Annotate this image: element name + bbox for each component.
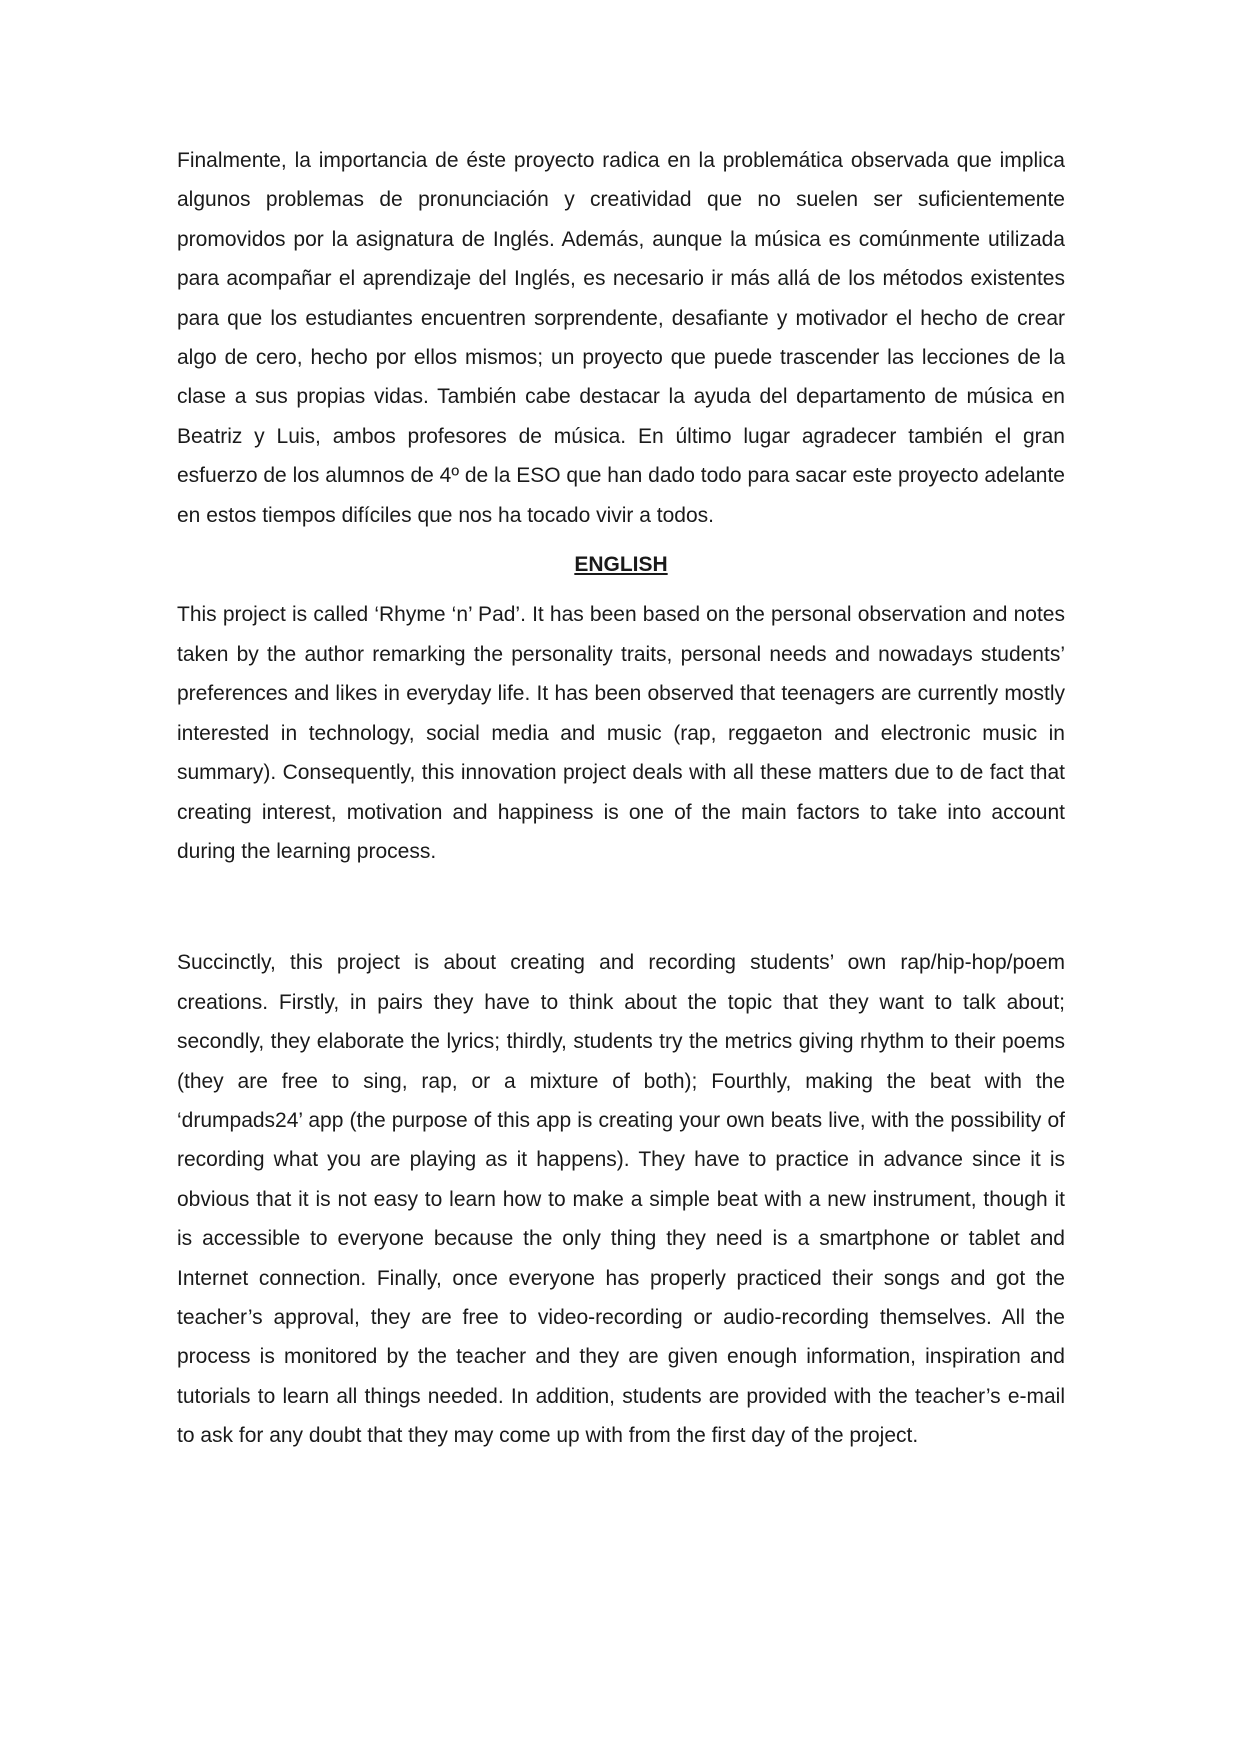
spanish-paragraph: Finalmente, la importancia de éste proyecto radica en la problemática observada que implica algunos problemas de pronunciación y creatividad que no suelen ser suficientemente promovidos por la asignatura de Inglés. Además, aunque la música es comúnmente utilizada para acompañar el aprendizaje del Inglés, es necesario ir más allá de los métodos existentes para que los estudiantes encuentren sorprendente, desafiante y motivador el hecho de crear algo de cero, hecho por ellos mismos; un proyecto que puede trascender las lecciones de la clase a sus propias vidas. También cabe destacar la ayuda del departamento de música en Beatriz y Luis, ambos profesores de música. En último lugar agradecer también el gran esfuerzo de los alumnos de 4º de la ESO que han dado todo para sacar este proyecto adelante en estos tiempos difíciles que nos ha tocado vivir a todos. [177,149,1065,527]
english-section-heading: ENGLISH [574,553,668,577]
english-paragraph-description: Succinctly, this project is about creating and recording students’ own rap/hip-hop/poem creations. Firstly, in pairs they have to think about the topic that they want to talk about; secondly, they elaborate the lyrics; thirdly, students try the metrics giving rhythm to their poems (they are free to sing, rap, or a mixture of both); Fourthly, making the beat with the ‘drumpads24’ app (the purpose of this app is creating your own beats live, with the possibility of recording what you are playing as it happens). They have to practice in advance since it is obvious that it is not easy to learn how to make a simple beat with a new instrument, though it is accessible to everyone because the only thing they need is a smartphone or tablet and Internet connection. Finally, once everyone has properly practiced their songs and got the teacher’s approval, they are free to video-recording or audio-recording themselves. All the process is monitored by the teacher and they are given enough information, inspiration and tutorials to learn all things needed. In addition, students are provided with the teacher’s e-mail to ask for any doubt that they may come up with from the first day of the project. [177,951,1065,1448]
document-page [177,141,1065,1456]
paragraph-spacer [177,871,1065,943]
english-paragraph-intro: This project is called ‘Rhyme ‘n’ Pad’. It has been based on the personal observation and notes taken by the author remarking the personality traits, personal needs and nowadays students’ preferences and likes in everyday life. It has been observed that teenagers are currently mostly interested in technology, social media and music (rap, reggaeton and electronic music in summary). Consequently, this innovation project deals with all these matters due to de fact that creating interest, motivation and happiness is one of the main factors to take into account during the learning process. [177,603,1065,863]
